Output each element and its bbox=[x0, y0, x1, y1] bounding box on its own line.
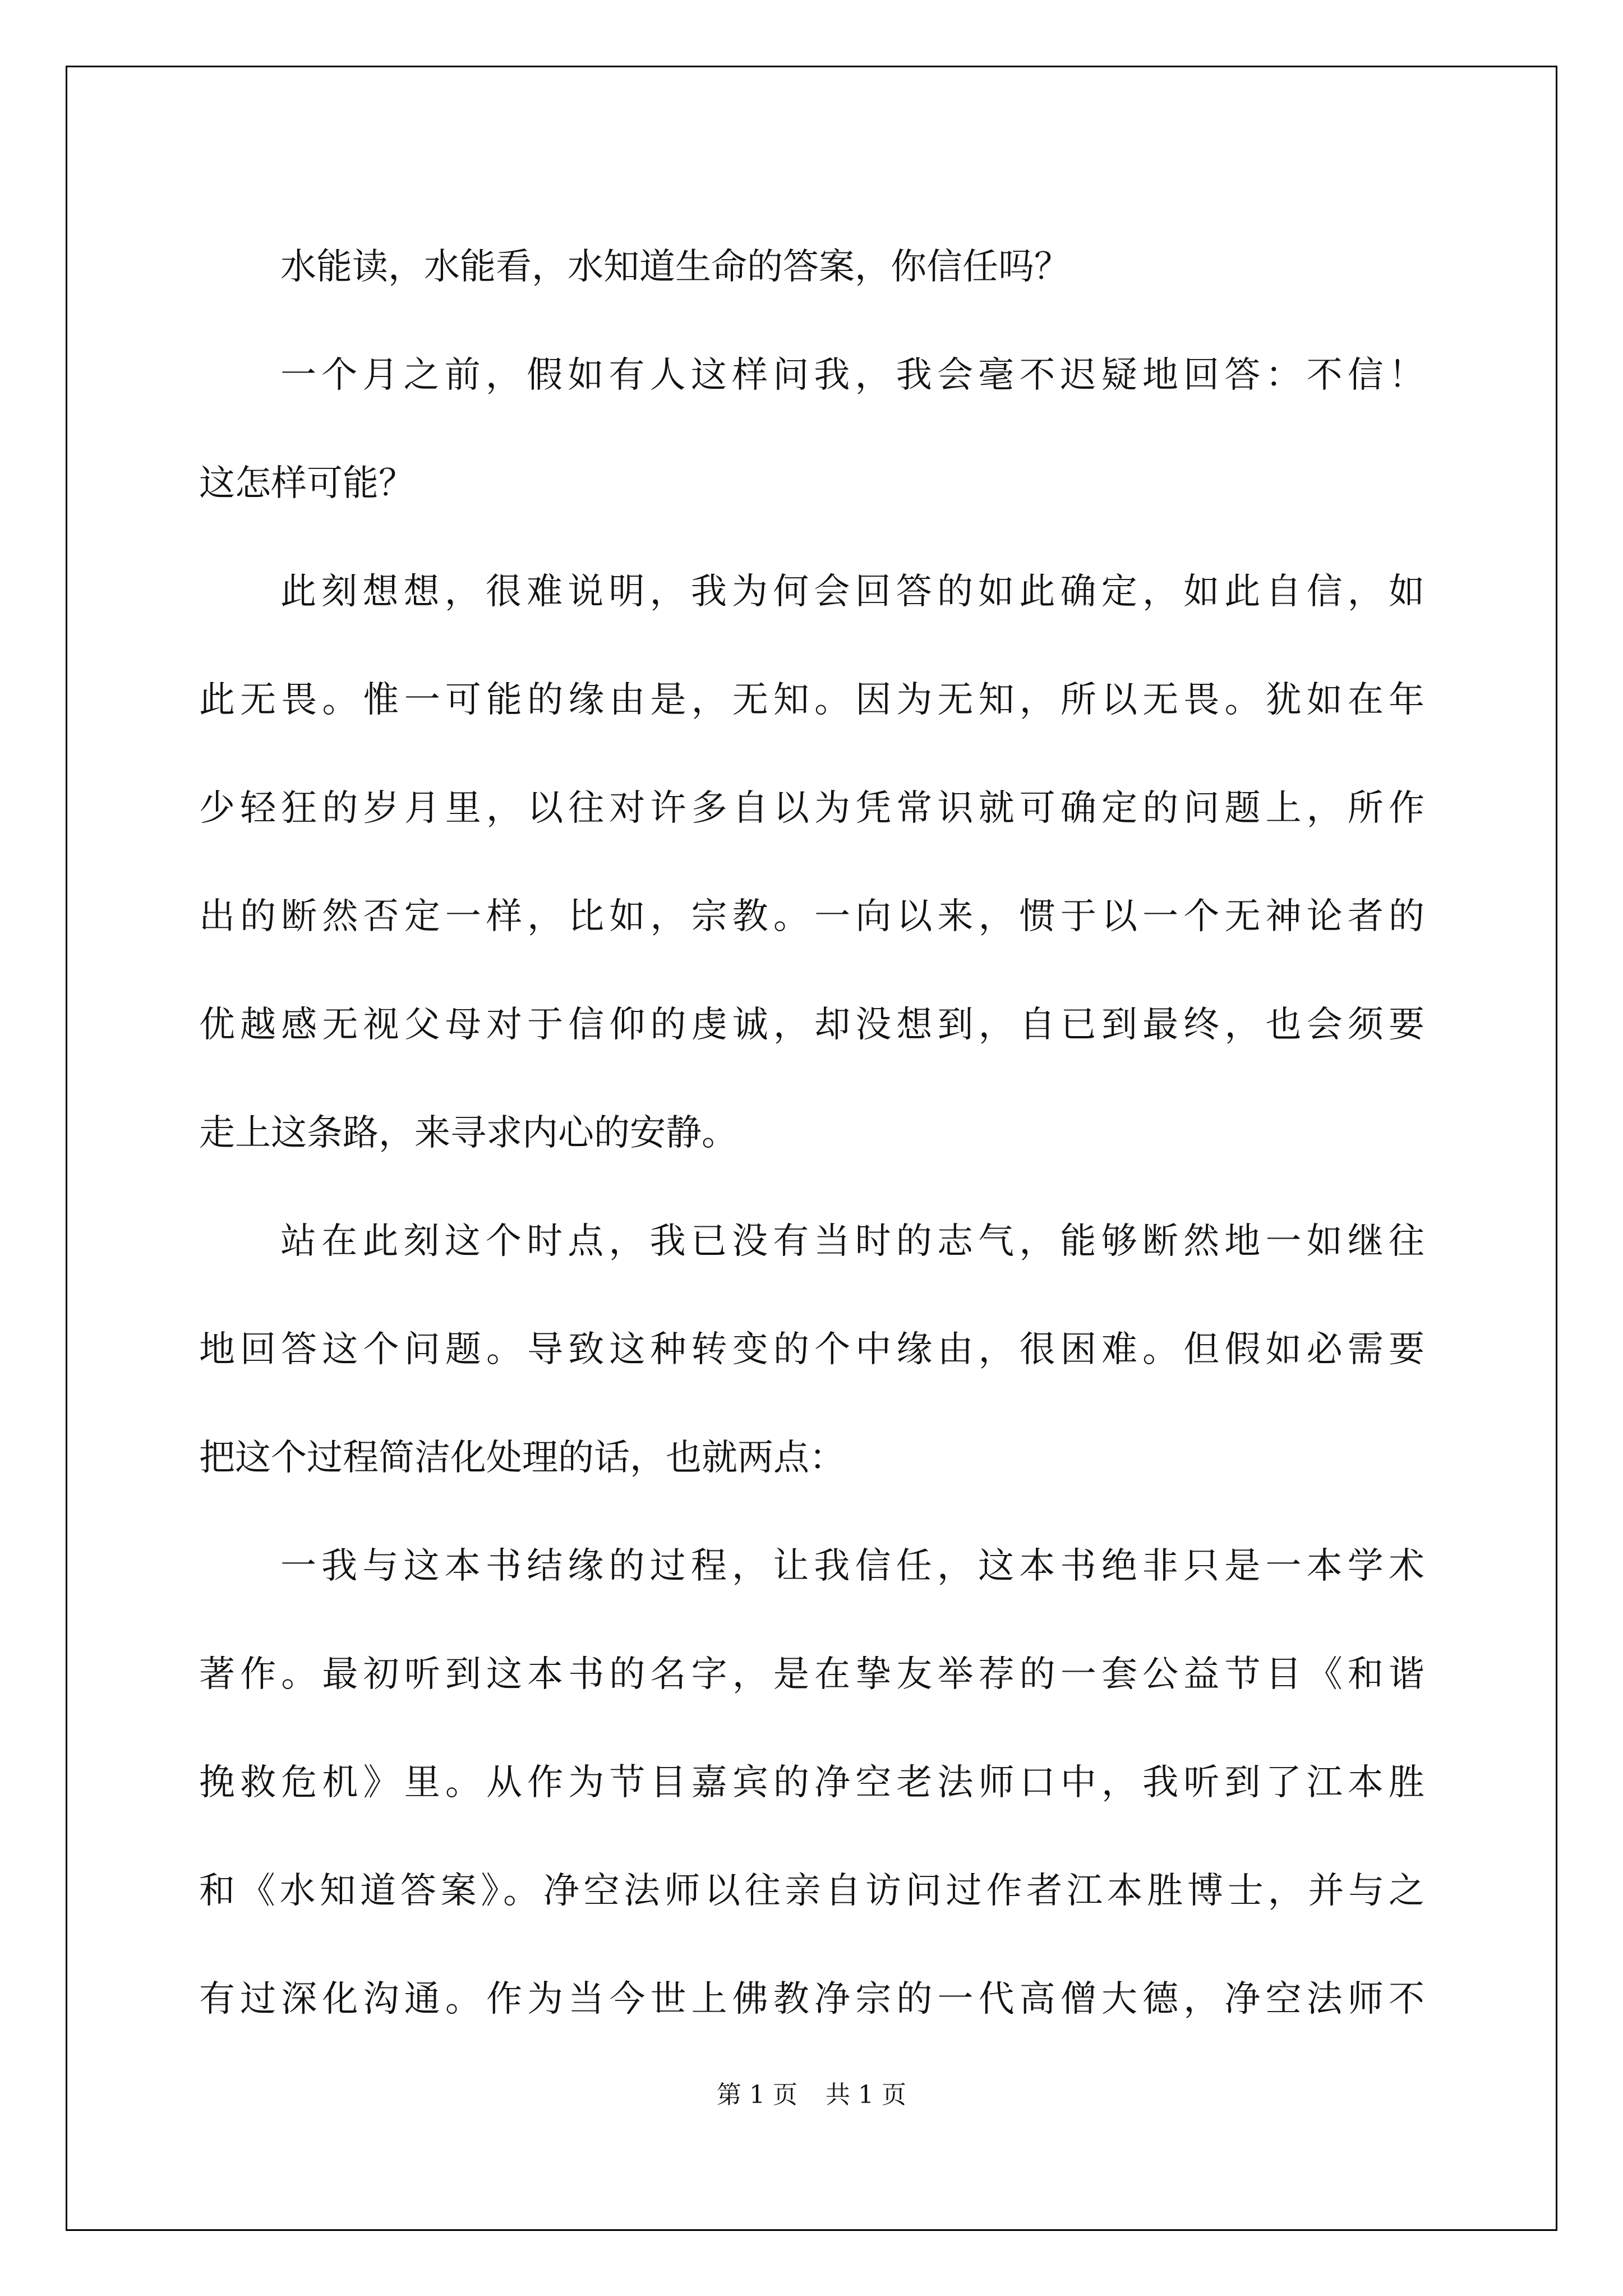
text-line: 此刻想想，很难说明，我为何会回答的如此确定，如此自信，如 bbox=[280, 571, 1424, 613]
page-total: 共 1 页 bbox=[826, 2081, 906, 2109]
text-line: 著作。最初听到这本书的名字，是在挚友举荐的一套公益节目《和谐 bbox=[199, 1654, 1424, 1695]
text-line: 一我与这本书结缘的过程，让我信任，这本书绝非只是一本学术 bbox=[280, 1545, 1424, 1587]
text-line: 少轻狂的岁月里，以往对许多自以为凭常识就可确定的问题上，所作 bbox=[199, 788, 1424, 829]
text-line: 这怎样可能？ bbox=[199, 463, 414, 504]
text-line: 优越感无视父母对于信仰的虔诚，却没想到，自已到最终，也会须要 bbox=[199, 1004, 1424, 1046]
text-line: 地回答这个问题。导致这种转变的个中缘由，很困难。但假如必需要 bbox=[199, 1329, 1424, 1370]
text-line: 走上这条路，来寻求内心的安静。 bbox=[199, 1112, 737, 1154]
text-line: 和《水知道答案》。净空法师以往亲自访问过作者江本胜博士，并与之 bbox=[199, 1870, 1424, 1912]
text-line: 出的断然否定一样，比如，宗教。一向以来，惯于以一个无神论者的 bbox=[199, 896, 1424, 937]
text-line: 把这个过程简洁化处理的话，也就两点： bbox=[199, 1437, 845, 1479]
page-number: 第 1 页 bbox=[717, 2081, 797, 2109]
text-line: 站在此刻这个时点，我已没有当时的志气，能够断然地一如继往 bbox=[280, 1221, 1424, 1262]
page-footer bbox=[0, 2078, 1623, 2112]
document-body bbox=[199, 213, 1424, 2054]
text-line: 有过深化沟通。作为当今世上佛教净宗的一代高僧大德，净空法师不 bbox=[199, 1978, 1424, 2020]
text-line: 水能读，水能看，水知道生命的答案，你信任吗？ bbox=[280, 246, 1070, 288]
text-line: 此无畏。惟一可能的缘由是，无知。因为无知，所以无畏。犹如在年 bbox=[199, 679, 1424, 721]
text-line: 一个月之前，假如有人这样问我，我会毫不迟疑地回答：不信！ bbox=[280, 355, 1424, 396]
text-line: 挽救危机》里。从作为节目嘉宾的净空老法师口中，我听到了江本胜 bbox=[199, 1762, 1424, 1803]
